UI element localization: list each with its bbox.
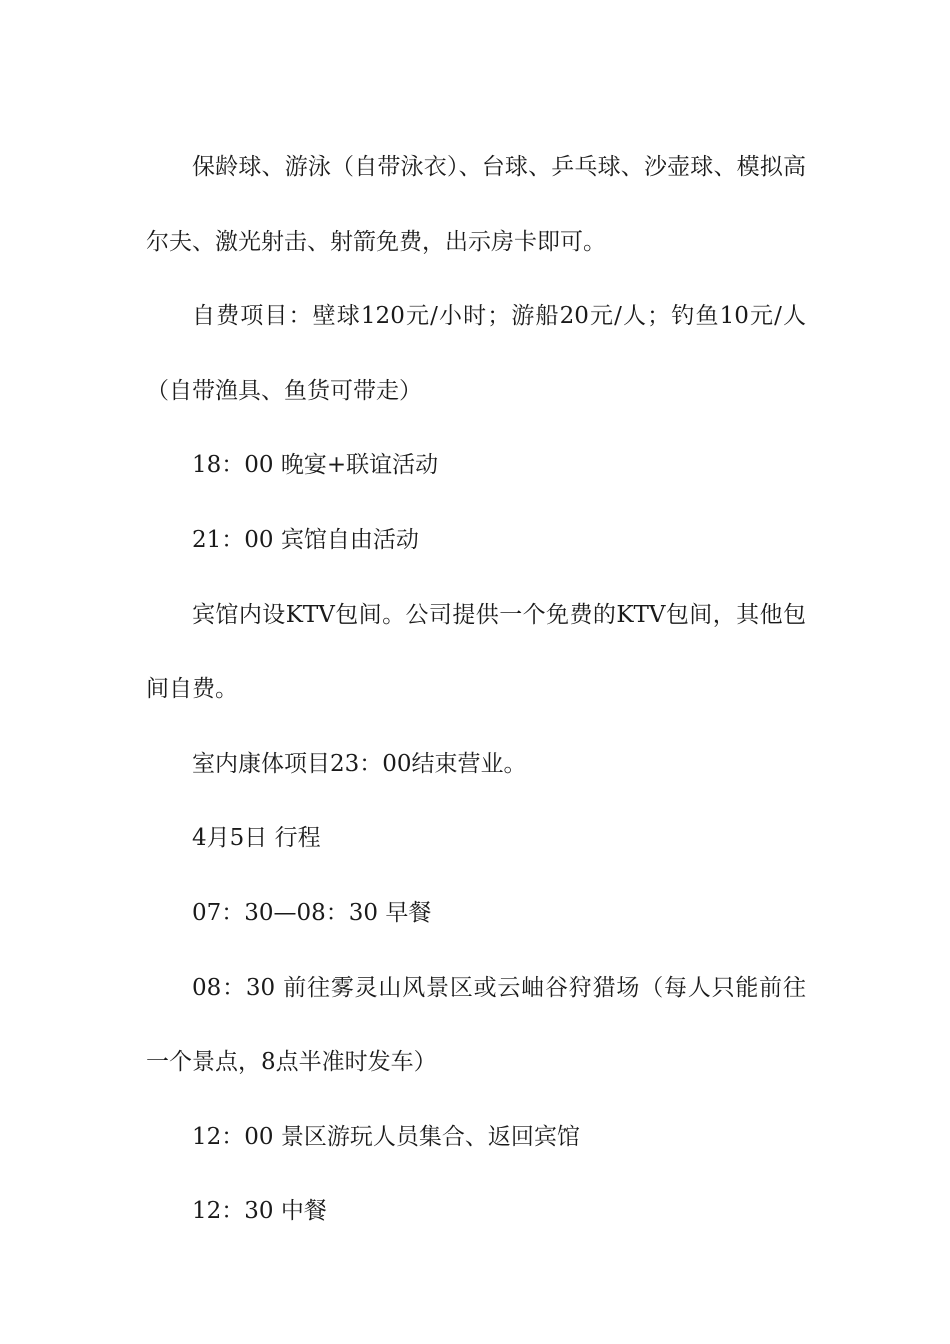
paragraph-free-facilities: 保龄球、游泳（自带泳衣）、台球、乒乓球、沙壶球、模拟高尔夫、激光射击、射箭免费，出示房卡即可。 [146, 154, 806, 255]
paragraph-ktv: 宾馆内设KTV包间。公司提供一个免费的KTV包间，其他包间自费。 [146, 601, 806, 703]
paragraph-free-activity: 21：00 宾馆自由活动 [192, 526, 419, 553]
document-body [146, 130, 806, 1249]
paragraph-breakfast: 07：30—08：30 早餐 [192, 899, 432, 926]
paragraph-dinner: 18：00 晚宴+联谊活动 [192, 452, 439, 479]
paragraph-lunch: 12：30 中餐 [192, 1198, 327, 1225]
paragraph-day-heading: 4月5日 行程 [192, 825, 321, 852]
paragraph-closing-time: 室内康体项目23：00结束营业。 [192, 750, 527, 777]
paragraph-scenic-trip: 08：30 前往雾灵山风景区或云岫谷狩猎场（每人只能前往一个景点，8点半准时发车） [146, 974, 806, 1076]
paragraph-paid-items: 自费项目：壁球120元/小时；游船20元/人；钓鱼10元/人（自带渔具、鱼货可带走） [146, 303, 806, 404]
paragraph-return: 12：00 景区游玩人员集合、返回宾馆 [192, 1123, 580, 1150]
